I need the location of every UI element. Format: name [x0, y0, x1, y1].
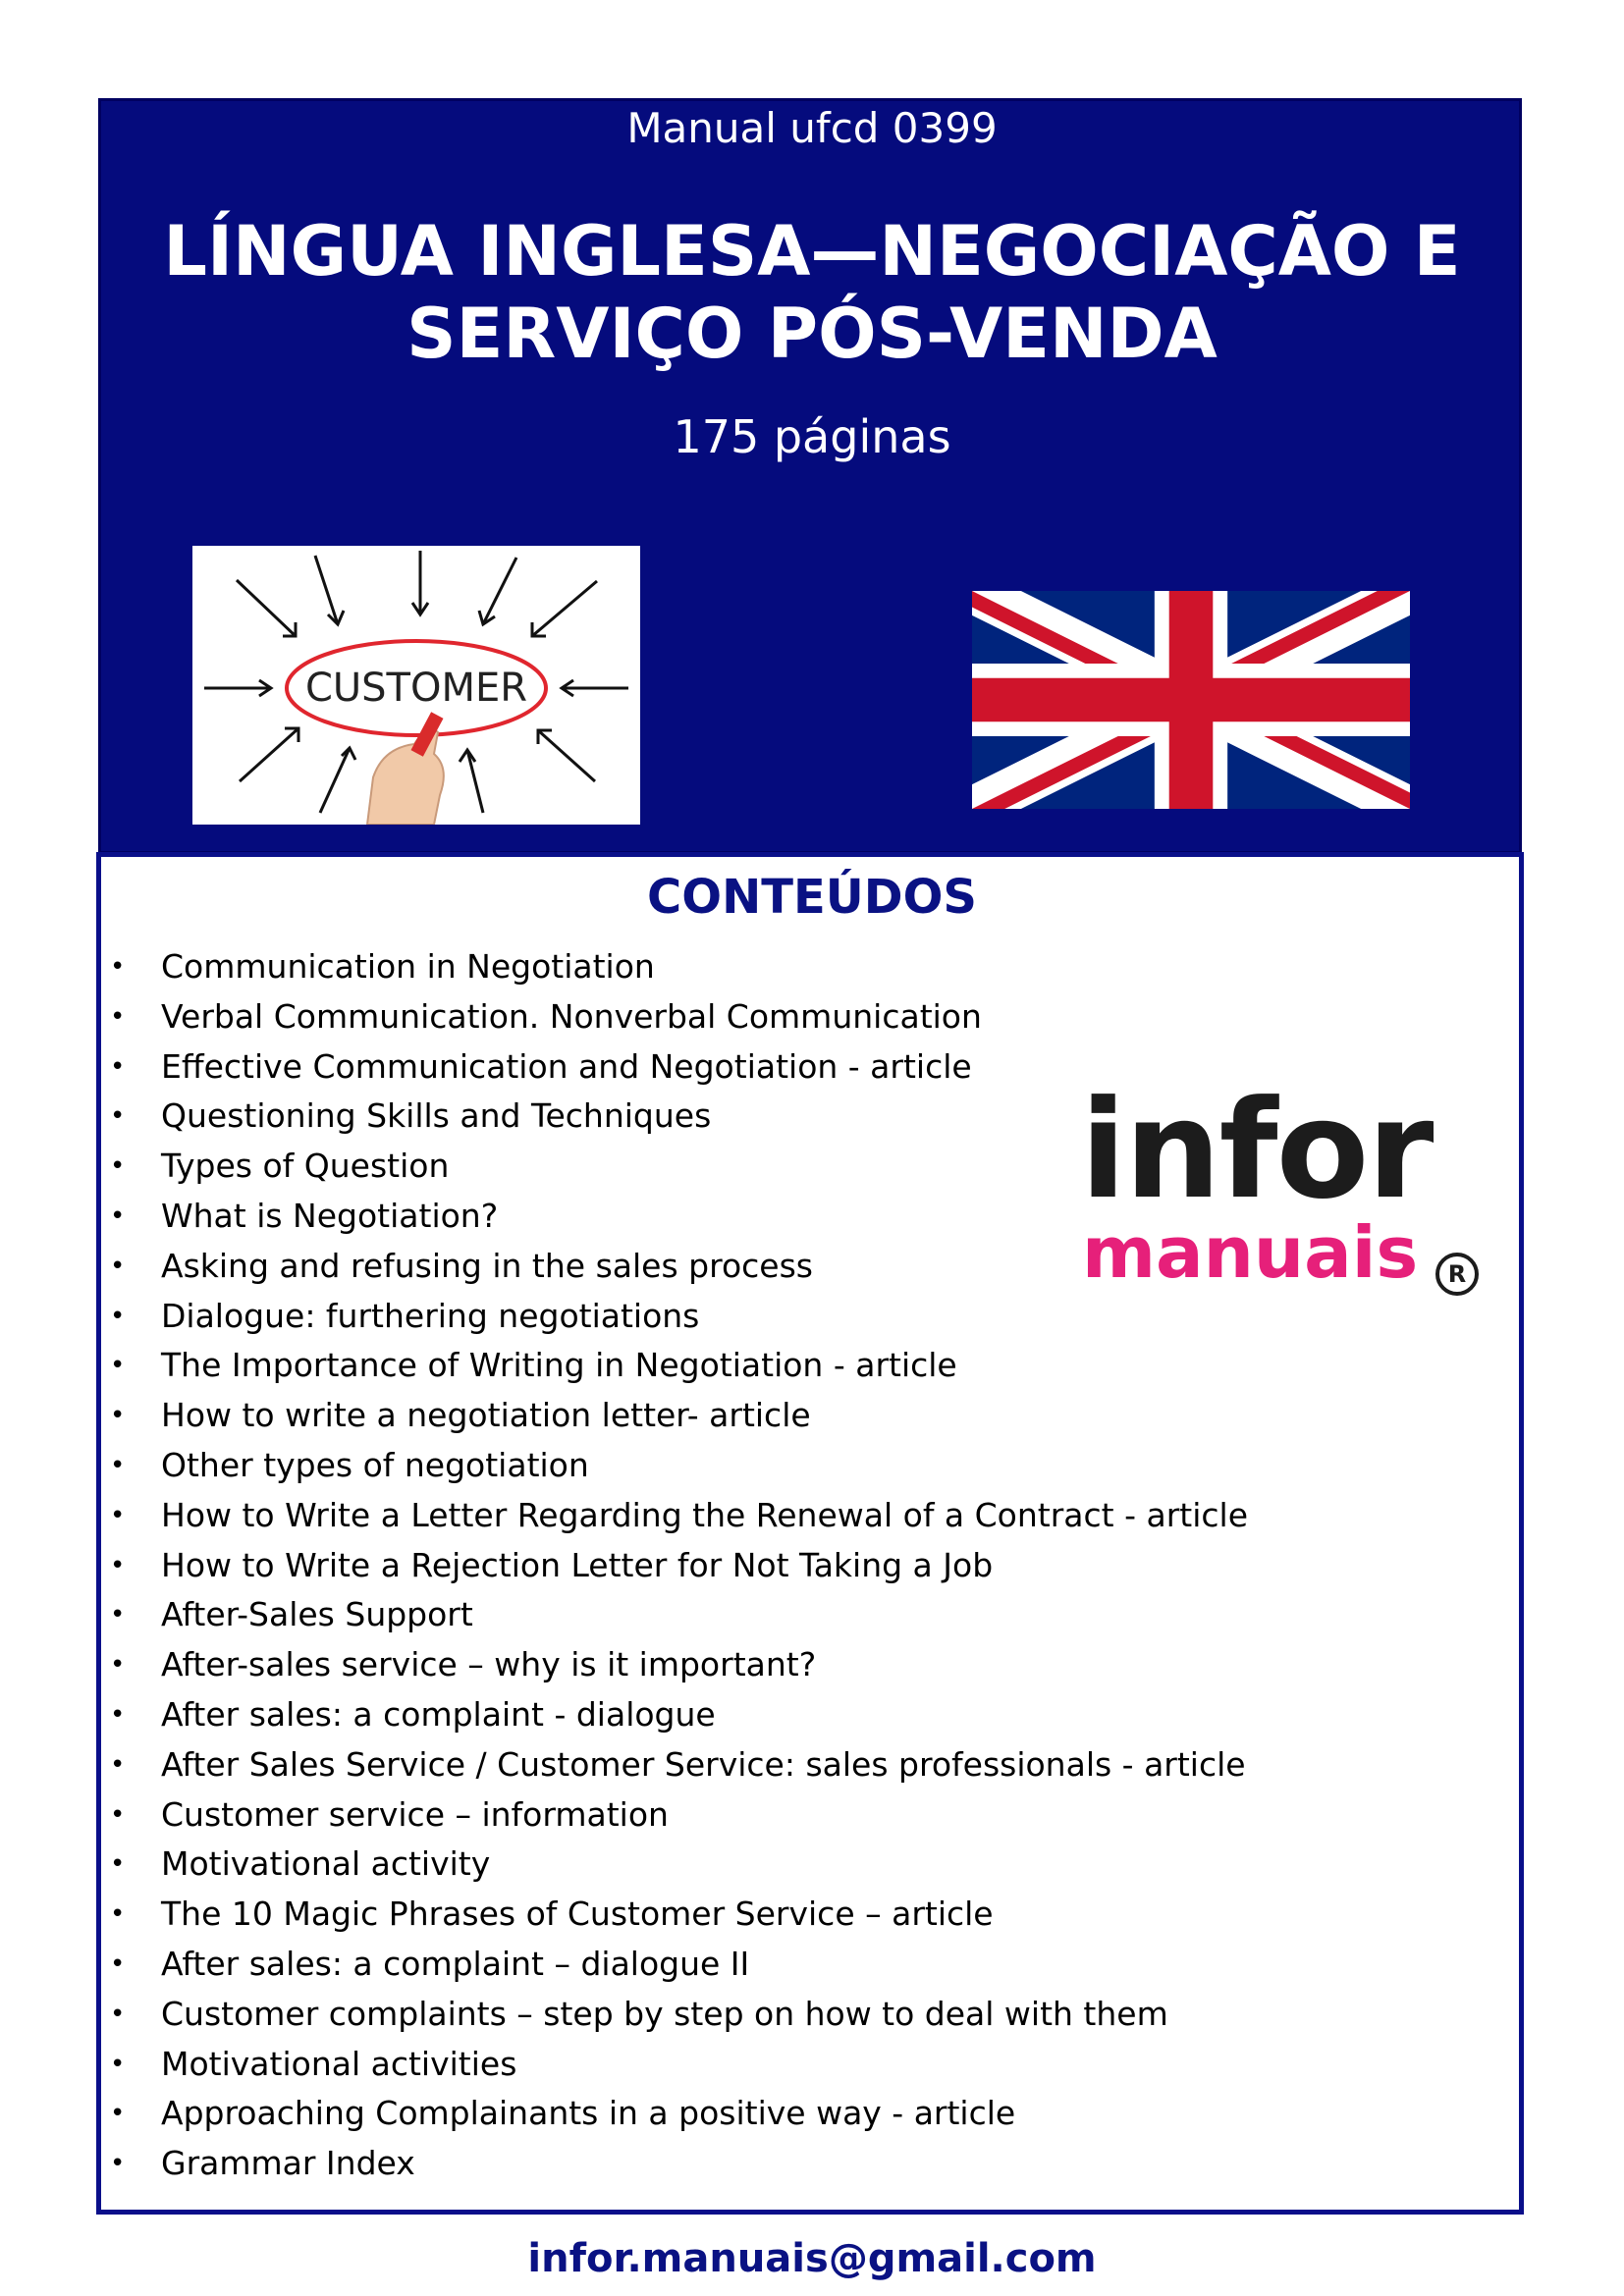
title-line-1: LÍNGUA INGLESA—NEGOCIAÇÃO E — [163, 211, 1461, 292]
union-jack-flag — [972, 591, 1410, 809]
contents-item — [110, 1590, 1248, 1640]
contact-email[interactable]: infor.manuais@gmail.com — [527, 2236, 1097, 2281]
contents-item-label: Customer complaints – step by step on how to deal with them — [161, 1994, 1168, 2033]
contents-list — [110, 942, 1248, 2189]
contents-item-label: After sales: a complaint – dialogue II — [161, 1944, 750, 1983]
bullet-icon: • — [110, 1051, 126, 1082]
contents-item — [110, 1790, 1248, 1841]
contents-item — [110, 1541, 1248, 1591]
contents-item-label: Customer service – information — [161, 1794, 669, 1834]
contents-item-label: Dialogue: furthering negotiations — [161, 1296, 700, 1335]
registered-mark-icon: R — [1435, 1253, 1479, 1296]
title-line-2: SERVIÇO PÓS-VENDA — [406, 294, 1218, 374]
contents-item-label: Asking and refusing in the sales process — [161, 1246, 813, 1285]
bullet-icon: • — [110, 1201, 126, 1231]
contents-item — [110, 1292, 1248, 1342]
logo-word-manuais: manuais — [1082, 1211, 1419, 1294]
contents-item — [110, 1441, 1248, 1491]
contents-item — [110, 1242, 1248, 1292]
bullet-icon: • — [110, 1251, 126, 1281]
bullet-icon: • — [110, 2149, 126, 2179]
contents-item-label: How to write a negotiation letter- article — [161, 1396, 811, 1435]
contents-item-label: After Sales Service / Customer Service: sales professionals - article — [161, 1744, 1246, 1784]
contents-item — [110, 1840, 1248, 1890]
contents-item — [110, 1192, 1248, 1242]
bullet-icon: • — [110, 1401, 126, 1431]
contents-item-label: The Importance of Writing in Negotiation - article — [161, 1346, 957, 1385]
bullet-icon: • — [110, 1351, 126, 1381]
contents-item-label: Questioning Skills and Techniques — [161, 1096, 712, 1136]
bullet-icon: • — [110, 1550, 126, 1580]
contents-item-label: Types of Question — [161, 1147, 450, 1186]
contents-item — [110, 1391, 1248, 1441]
contents-item — [110, 1940, 1248, 1990]
bullet-icon: • — [110, 1799, 126, 1830]
customer-label: CUSTOMER — [304, 666, 528, 711]
document-title — [0, 210, 1624, 375]
contents-item-label: Approaching Complainants in a positive way - article — [161, 2094, 1016, 2133]
bullet-icon: • — [110, 1151, 126, 1182]
bullet-icon: • — [110, 1001, 126, 1032]
bullet-icon: • — [110, 2049, 126, 2079]
contents-item-label: Verbal Communication. Nonverbal Communication — [161, 996, 982, 1036]
contents-item-label: After-sales service – why is it important? — [161, 1645, 817, 1684]
contents-item — [110, 2139, 1248, 2189]
contents-item — [110, 1640, 1248, 1690]
contents-item-label: How to Write a Letter Regarding the Renewal of a Contract - article — [161, 1495, 1248, 1534]
page-count: 175 páginas — [673, 410, 951, 463]
contents-item — [110, 1890, 1248, 1940]
contents-item — [110, 2040, 1248, 2090]
contents-item — [110, 1142, 1248, 1192]
contents-item-label: Motivational activity — [161, 1844, 491, 1884]
bullet-icon: • — [110, 1849, 126, 1880]
contents-item-label: Other types of negotiation — [161, 1445, 589, 1484]
bullet-icon: • — [110, 1699, 126, 1730]
contents-item — [110, 2089, 1248, 2139]
contents-item-label: Communication in Negotiation — [161, 947, 655, 986]
logo-word-infor: infor — [1080, 1071, 1433, 1229]
bullet-icon: • — [110, 1949, 126, 1979]
contents-item — [110, 1341, 1248, 1391]
bullet-icon: • — [110, 2099, 126, 2129]
contents-item-label: Grammar Index — [161, 2144, 415, 2183]
contents-item-label: After-Sales Support — [161, 1595, 473, 1634]
bullet-icon: • — [110, 1500, 126, 1530]
bullet-icon: • — [110, 952, 126, 982]
customer-illustration — [192, 546, 640, 825]
bullet-icon: • — [110, 1749, 126, 1780]
contents-item — [110, 1690, 1248, 1740]
bullet-icon: • — [110, 1301, 126, 1331]
contents-item — [110, 942, 1248, 992]
bullet-icon: • — [110, 1650, 126, 1681]
infor-manuais-logo — [1080, 1071, 1492, 1306]
contents-item-label: The 10 Magic Phrases of Customer Service – article — [161, 1895, 994, 1934]
bullet-icon: • — [110, 1999, 126, 2029]
bullet-icon: • — [110, 1600, 126, 1630]
contents-item — [110, 1491, 1248, 1541]
contents-heading: CONTEÚDOS — [647, 870, 977, 925]
contents-item-label: Motivational activities — [161, 2044, 517, 2083]
contents-item-label: After sales: a complaint - dialogue — [161, 1694, 716, 1734]
bullet-icon: • — [110, 1899, 126, 1930]
contents-item — [110, 1990, 1248, 2040]
contents-item — [110, 1740, 1248, 1790]
contents-item — [110, 1092, 1248, 1142]
bullet-icon: • — [110, 1450, 126, 1480]
contents-item — [110, 1042, 1248, 1093]
manual-code: Manual ufcd 0399 — [626, 104, 998, 152]
contents-item-label: How to Write a Rejection Letter for Not Taking a Job — [161, 1545, 994, 1584]
bullet-icon: • — [110, 1101, 126, 1132]
contents-item — [110, 992, 1248, 1042]
contents-item-label: What is Negotiation? — [161, 1196, 499, 1235]
contents-item-label: Effective Communication and Negotiation - article — [161, 1046, 972, 1086]
